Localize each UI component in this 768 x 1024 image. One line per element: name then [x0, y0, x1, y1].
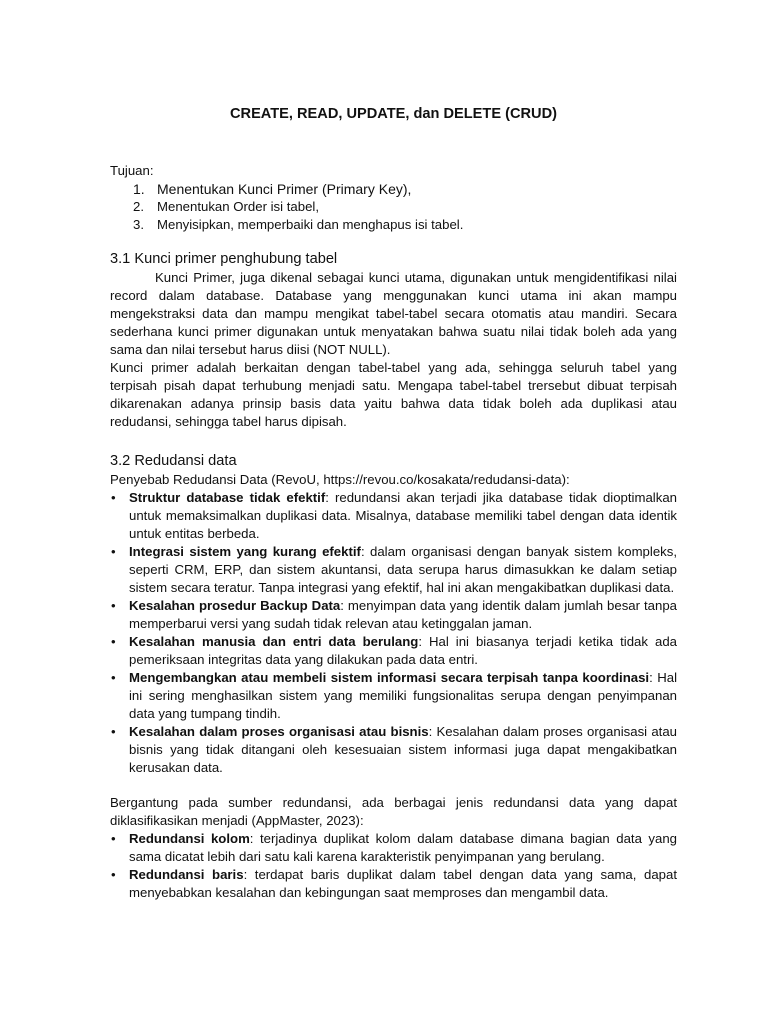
section-redundancy [110, 451, 677, 902]
bullet-icon: • [111, 831, 116, 846]
list-item [110, 633, 677, 669]
item-desc: : terjadinya duplikat kolom dalam database dimana bagian data yang sama dicatat lebih dari satu kali karena karakteristik penyimpanan yang berulang. [129, 831, 677, 864]
bullet-icon: • [111, 598, 116, 613]
causes-intro: Penyebab Redudansi Data (RevoU, https://revou.co/kosakata/redudansi-data): [110, 472, 570, 487]
types-list [110, 830, 677, 902]
paragraph: Kunci primer adalah berkaitan dengan tabel-tabel yang ada, sehingga seluruh tabel yang terpisah pisah dapat terhubung menjadi satu. Mengapa tabel-tabel trersebut dibuat terpisah dikarenakan adanya prinsip basis data yaitu bahwa data tidak boleh ada duplikasi atau redudansi, sehingga tabel harus dipisah. [110, 360, 677, 429]
goal-number: 1. [133, 181, 145, 197]
goals-list [110, 180, 677, 234]
goal-item [110, 216, 677, 234]
causes-list [110, 489, 677, 777]
section-primary-key [110, 249, 677, 431]
item-desc: : Hal ini sering menghasilkan sistem yang memiliki fungsionalitas serupa dengan penyimpanan data yang tumpang tindih. [129, 670, 678, 721]
item-term: Struktur database tidak efektif [129, 490, 326, 505]
paragraph: Kunci Primer, juga dikenal sebagai kunci utama, digunakan untuk mengidentifikasi nilai record dalam database. Database yang menggunakan kunci utama ini akan mampu mengekstraksi data dan mampu mengikat tabel-tabel secara otomatis atau mandiri. Secara sederhana kunci primer digunakan untuk menyatakan bahwa suatu nilai tidak boleh ada yang sama dan nilai tersebut harus diisi (NOT NULL). [110, 270, 677, 357]
item-desc: : Hal ini biasanya terjadi ketika tidak ada pemeriksaan integritas data yang dilakukan pada data entri. [129, 634, 677, 667]
item-desc: : dalam organisasi dengan banyak sistem kompleks, seperti CRM, ERP, dan sistem akuntansi, data serupa harus dimasukkan ke dalam setiap sistem secara teratur. Tanpa integrasi yang efektif, hal ini akan mengakibatkan duplikasi data. [129, 544, 678, 595]
item-term: Redundansi baris [129, 867, 244, 882]
list-item [110, 723, 677, 777]
list-item [110, 597, 677, 633]
goal-number: 3. [133, 217, 144, 232]
section-heading: 3.2 Redudansi data [110, 453, 237, 469]
list-item [110, 489, 677, 543]
item-desc: : terdapat baris duplikat dalam tabel dengan data yang sama, dapat menyebabkan kesalahan dan kebingungan saat memproses dan mengambil data. [129, 867, 677, 900]
bullet-icon: • [111, 867, 116, 882]
item-term: Integrasi sistem yang kurang efektif [129, 544, 361, 559]
item-desc: : redundansi akan terjadi jika database tidak dioptimalkan untuk memaksimalkan duplikasi data. Misalnya, database memiliki tabel dengan data identik untuk entitas berbeda. [129, 490, 677, 541]
spacer [110, 777, 677, 794]
item-desc: : Kesalahan dalam proses organisasi atau bisnis yang tidak ditangani oleh kesesuaian sistem informasi juga dapat mengakibatkan kerusakan data. [129, 724, 677, 775]
document-body [110, 104, 677, 902]
goal-text: Menentukan Kunci Primer (Primary Key), [157, 181, 412, 197]
bullet-icon: • [111, 490, 116, 505]
item-desc: : menyimpan data yang identik dalam jumlah besar tanpa memperbarui versi yang sudah tidak relevan atau ketinggalan jaman. [129, 598, 677, 631]
goal-text: Menyisipkan, memperbaiki dan menghapus isi tabel. [157, 217, 464, 232]
list-item [110, 669, 677, 723]
goal-number: 2. [133, 199, 144, 214]
list-item [110, 866, 677, 902]
item-term: Kesalahan prosedur Backup Data [129, 598, 341, 613]
item-term: Redundansi kolom [129, 831, 250, 846]
goal-item [110, 180, 677, 198]
goal-text: Menentukan Order isi tabel, [157, 199, 319, 214]
bullet-icon: • [111, 634, 116, 649]
document-title: CREATE, READ, UPDATE, dan DELETE (CRUD) [229, 106, 557, 122]
item-term: Mengembangkan atau membeli sistem informasi secara terpisah tanpa koordinasi [129, 670, 650, 685]
list-item [110, 830, 677, 866]
goals-label: Tujuan: [110, 163, 154, 178]
types-intro: Bergantung pada sumber redundansi, ada berbagai jenis redundansi data yang dapat diklasifikasikan menjadi (AppMaster, 2023): [110, 795, 677, 828]
item-term: Kesalahan dalam proses organisasi atau bisnis [129, 724, 429, 739]
item-term: Kesalahan manusia dan entri data berulang [129, 634, 419, 649]
goal-item [110, 198, 677, 216]
list-item [110, 543, 677, 597]
bullet-icon: • [111, 670, 116, 685]
bullet-icon: • [111, 544, 116, 559]
bullet-icon: • [111, 724, 116, 739]
section-heading: 3.1 Kunci primer penghubung tabel [110, 251, 338, 267]
